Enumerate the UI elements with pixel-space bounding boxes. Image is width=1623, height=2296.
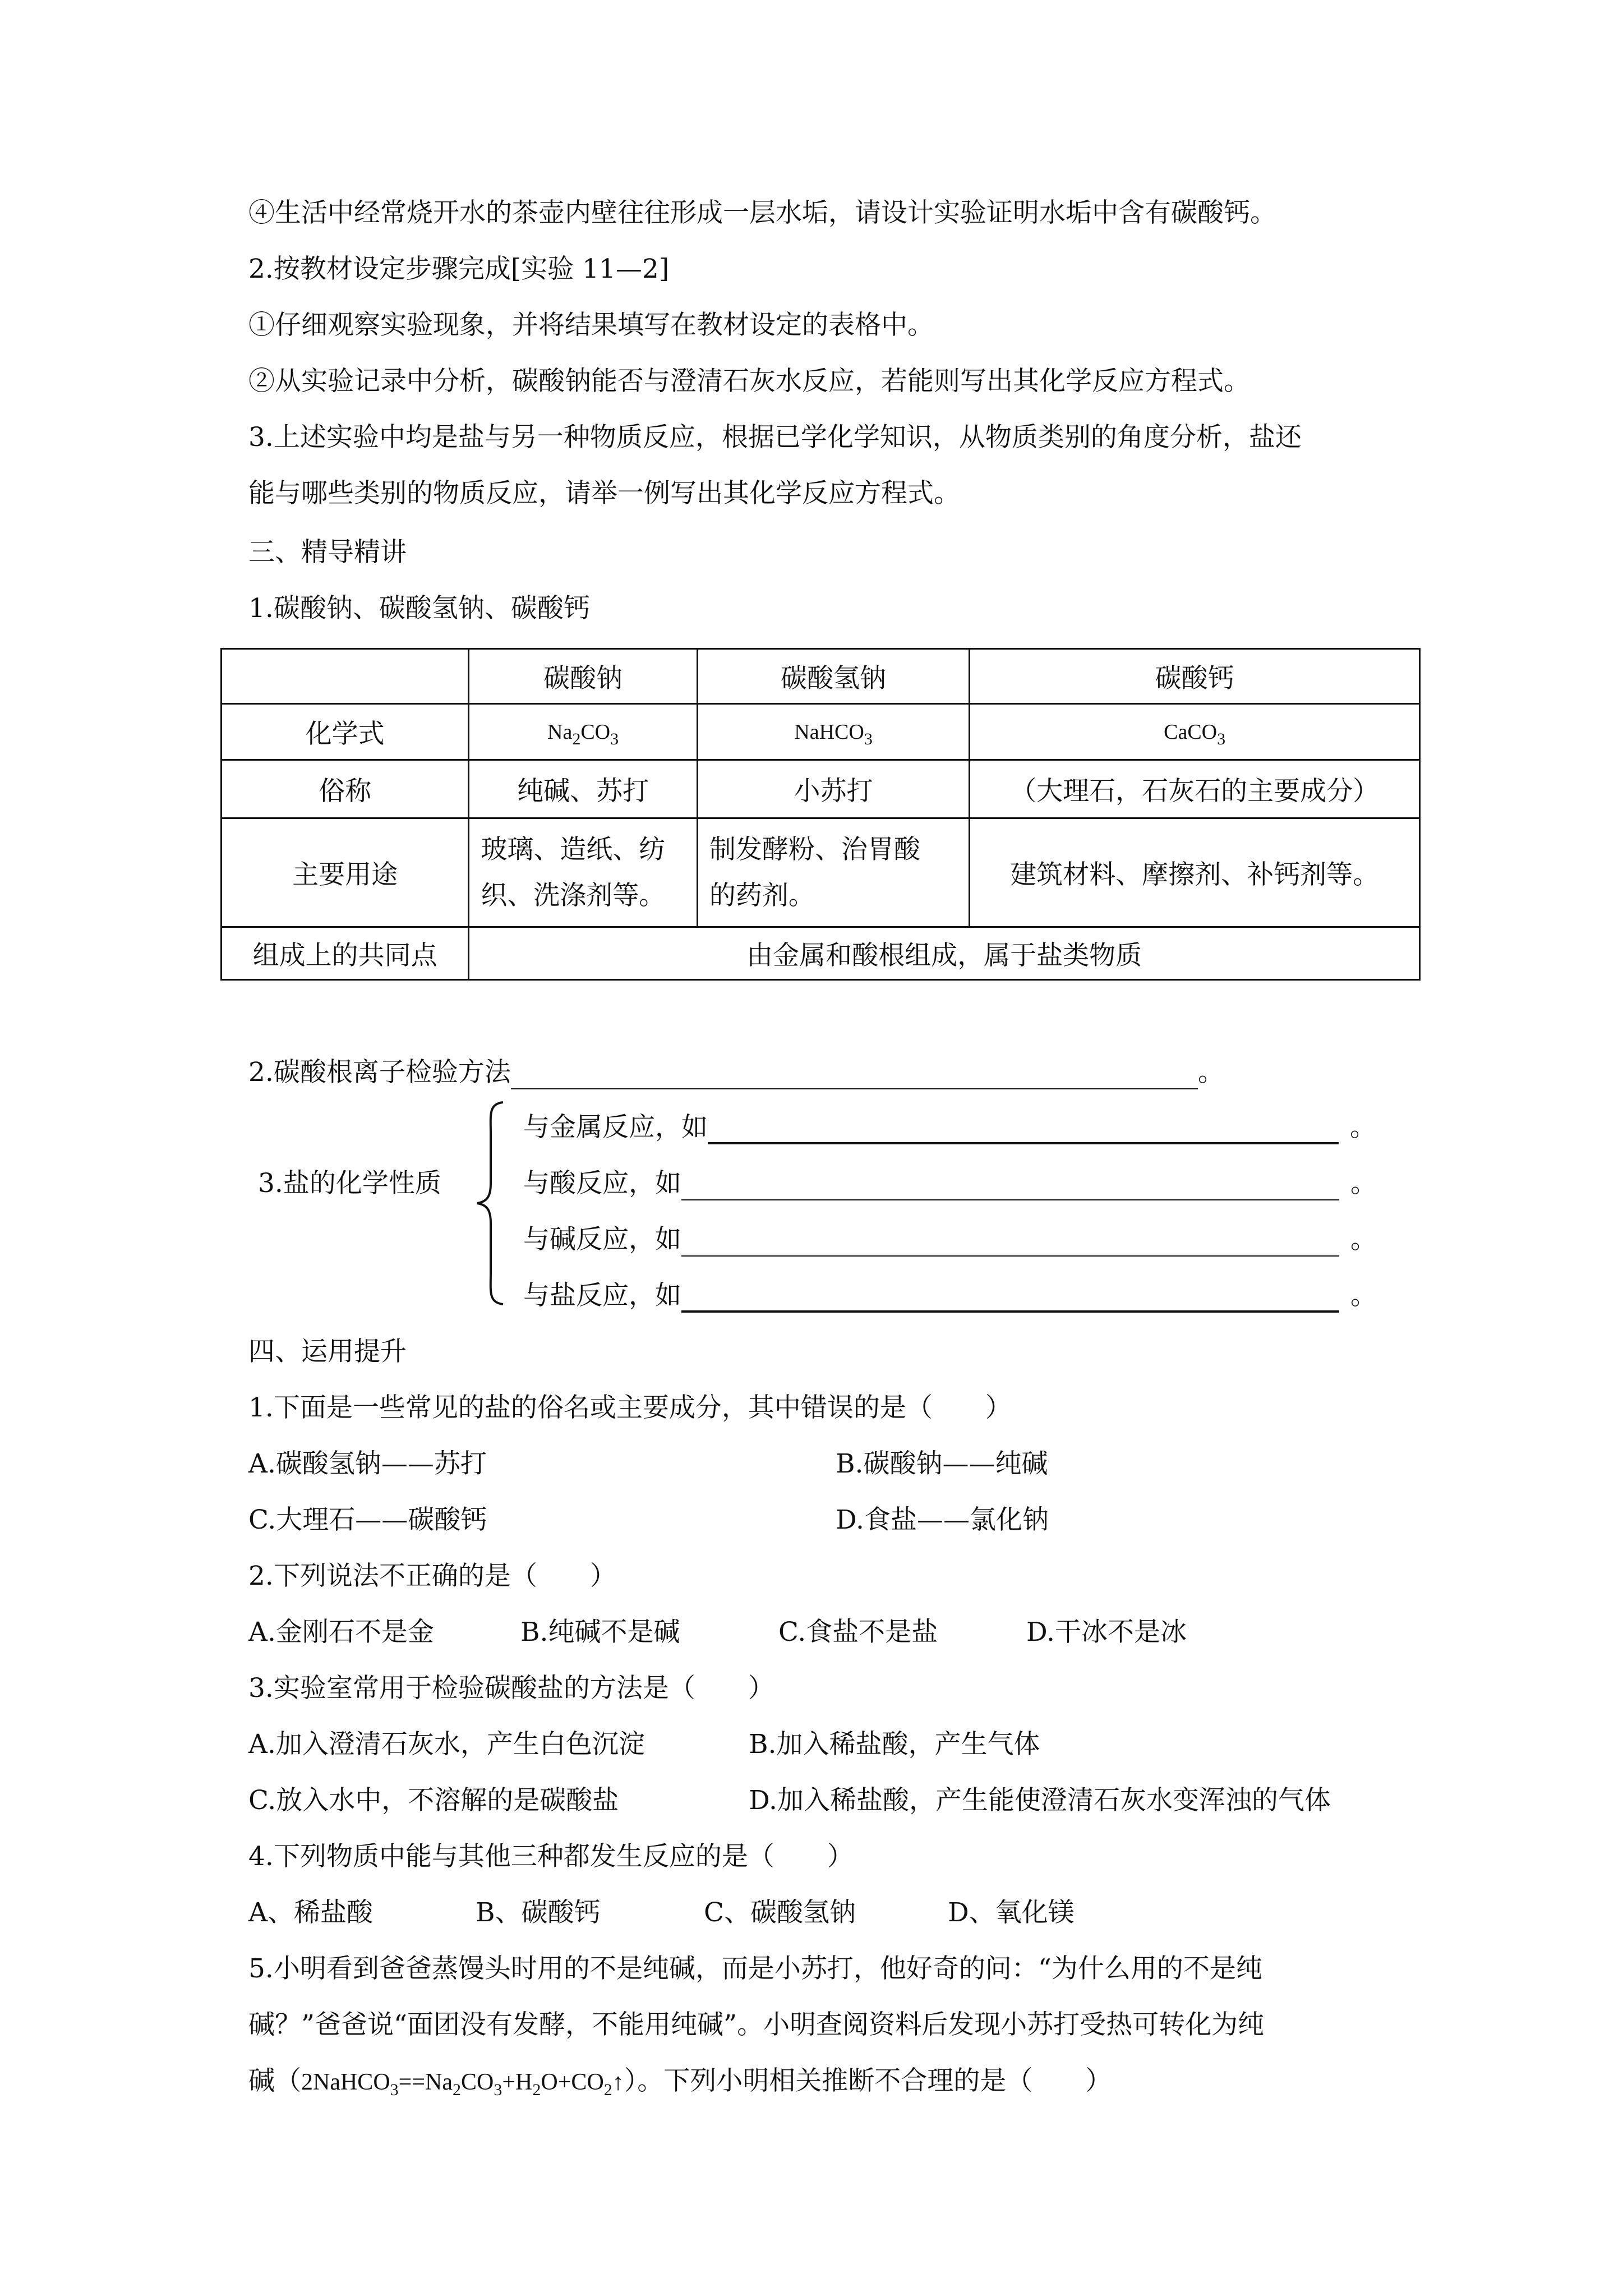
table-row-formula [222, 704, 1420, 760]
section3-heading: 三、精导精讲 [248, 537, 407, 568]
line-end: 。 [1350, 1224, 1377, 1255]
q2-option-d[interactable]: D.干冰不是冰 [1026, 1617, 1187, 1648]
step2-instruction-b: ②从实验记录中分析，碳酸钠能否与澄清石灰水反应，若能则写出其化学反应方程式。 [248, 366, 1250, 397]
table-cell: 纯碱、苏打 [469, 760, 698, 818]
table-cell: 小苏打 [697, 760, 969, 818]
line-end: 。 [1350, 1168, 1377, 1199]
property-label: 与碱反应，如 [523, 1224, 681, 1255]
property-label: 与金属反应，如 [523, 1112, 708, 1143]
question-5-line-1: 5.小明看到爸爸蒸馒头时用的不是纯碱，而是小苏打，他好奇的问：“为什么用的不是纯 [248, 1953, 1262, 1984]
step2-instruction-a: ①仔细观察实验现象，并将结果填写在教材设定的表格中。 [248, 310, 934, 341]
q2-option-c[interactable]: C.食盐不是盐 [778, 1617, 938, 1648]
line-end: 。 [1197, 1057, 1224, 1088]
q3-option-b[interactable]: B.加入稀盐酸，产生气体 [749, 1729, 1040, 1760]
table-cell-uses-nahco3 [697, 818, 969, 927]
property-label: 与酸反应，如 [523, 1168, 681, 1199]
q2-option-b[interactable]: B.纯碱不是碱 [520, 1617, 680, 1648]
question-1: 1.下面是一些常见的盐的俗名或主要成分，其中错误的是（ ） [248, 1392, 1012, 1423]
item3-label: 3.盐的化学性质 [258, 1168, 441, 1199]
table-cell-merged: 由金属和酸根组成，属于盐类物质 [469, 927, 1420, 980]
text-line: 织、洗涤剂等。 [481, 880, 666, 911]
question-2: 2.下列说法不正确的是（ ） [248, 1561, 616, 1591]
table-cell-label: 主要用途 [222, 818, 469, 927]
carbonate-table [220, 648, 1421, 981]
answer-blank[interactable] [708, 1117, 1339, 1144]
q1-option-b[interactable]: B.碳酸钠——纯碱 [836, 1448, 1048, 1479]
question-5-line-3 [248, 2064, 1112, 2099]
table-header-row [222, 649, 1420, 704]
section4-heading: 四、运用提升 [248, 1336, 407, 1367]
text-line: 玻璃、造纸、纺 [481, 834, 666, 865]
table-cell: （大理石，石灰石的主要成分） [970, 760, 1420, 818]
q2-option-a[interactable]: A.金刚石不是金 [248, 1617, 434, 1648]
table-header-sodium-carbonate: 碳酸钠 [469, 649, 698, 704]
q4-option-d[interactable]: D、氧化镁 [948, 1897, 1075, 1928]
property-base [523, 1223, 1377, 1257]
line-end: 。 [1350, 1112, 1376, 1143]
q3-option-a[interactable]: A.加入澄清石灰水，产生白色沉淀 [248, 1729, 645, 1760]
property-label: 与盐反应，如 [523, 1280, 681, 1311]
property-acid [523, 1167, 1377, 1200]
line-end: 。 [1350, 1280, 1377, 1311]
step3-line-1: 3.上述实验中均是盐与另一种物质反应，根据已学化学知识，从物质类别的角度分析，盐还 [248, 422, 1302, 453]
question-3: 3.实验室常用于检验碳酸盐的方法是（ ） [248, 1673, 774, 1704]
curly-brace-icon [474, 1099, 508, 1307]
step2-title: 2.按教材设定步骤完成[实验 11—2] [248, 254, 670, 284]
step3-line-2: 能与哪些类别的物质反应，请举一例写出其化学反应方程式。 [248, 478, 960, 509]
table-row-common-points [222, 927, 1420, 980]
text-line: 的药剂。 [709, 880, 815, 911]
table-header-empty [222, 649, 469, 704]
item2-line [248, 1056, 1224, 1089]
q1-option-a[interactable]: A.碳酸氢钠——苏打 [248, 1448, 487, 1479]
table-cell-uses-caco3: 建筑材料、摩擦剂、补钙剂等。 [970, 818, 1420, 927]
answer-blank[interactable] [681, 1286, 1339, 1313]
q3-option-c[interactable]: C.放入水中，不溶解的是碳酸盐 [248, 1785, 619, 1816]
q4-option-a[interactable]: A、稀盐酸 [248, 1897, 373, 1928]
q4-option-c[interactable]: C、碳酸氢钠 [704, 1897, 856, 1928]
table-row-uses [222, 818, 1420, 927]
answer-blank[interactable] [681, 1231, 1339, 1257]
chemical-equation: $2NaHCO_3==Na_2CO_3+H_2O+CO_2↑$ [301, 2069, 624, 2099]
question-water-scale: ④生活中经常烧开水的茶壶内壁往往形成一层水垢，请设计实验证明水垢中含有碳酸钙。 [248, 197, 1276, 228]
table-header-calcium-carbonate: 碳酸钙 [970, 649, 1420, 704]
text-segment: 碱（ [248, 2065, 301, 2096]
table-cell-label: 俗称 [222, 760, 469, 818]
answer-blank[interactable] [511, 1064, 1198, 1089]
property-salt [523, 1279, 1377, 1313]
item1-title: 1.碳酸钠、碳酸氢钠、碳酸钙 [248, 593, 590, 624]
table-header-sodium-bicarbonate: 碳酸氢钠 [697, 649, 969, 704]
table-cell-label: 化学式 [222, 704, 469, 760]
text-line: 制发酵粉、治胃酸 [709, 834, 920, 865]
q3-option-d[interactable]: D.加入稀盐酸，产生能使澄清石灰水变浑浊的气体 [749, 1785, 1331, 1816]
text-segment: ）。下列小明相关推断不合理的是（ ） [624, 2065, 1112, 2096]
q4-option-b[interactable]: B、碳酸钙 [476, 1897, 601, 1928]
q1-option-c[interactable]: C.大理石——碳酸钙 [248, 1504, 487, 1535]
question-4: 4.下列物质中能与其他三种都发生反应的是（ ） [248, 1841, 854, 1872]
formula-nahco3: NaHCO$_3$ [697, 704, 969, 760]
answer-blank[interactable] [681, 1175, 1339, 1200]
table-cell-label: 组成上的共同点 [222, 927, 469, 980]
item2-label: 2.碳酸根离子检验方法 [248, 1057, 511, 1088]
q1-option-d[interactable]: D.食盐——氯化钠 [836, 1504, 1049, 1535]
table-row-common-name [222, 760, 1420, 818]
question-5-line-2: 碱？”爸爸说“面团没有发酵，不能用纯碱”。小明查阅资料后发现小苏打受热可转化为纯 [248, 2009, 1265, 2040]
table-cell-uses-na2co3 [469, 818, 698, 927]
property-metal [523, 1111, 1376, 1144]
formula-caco3: CaCO$_3$ [970, 704, 1420, 760]
formula-na2co3: $Na_2CO_3$ [469, 704, 698, 760]
